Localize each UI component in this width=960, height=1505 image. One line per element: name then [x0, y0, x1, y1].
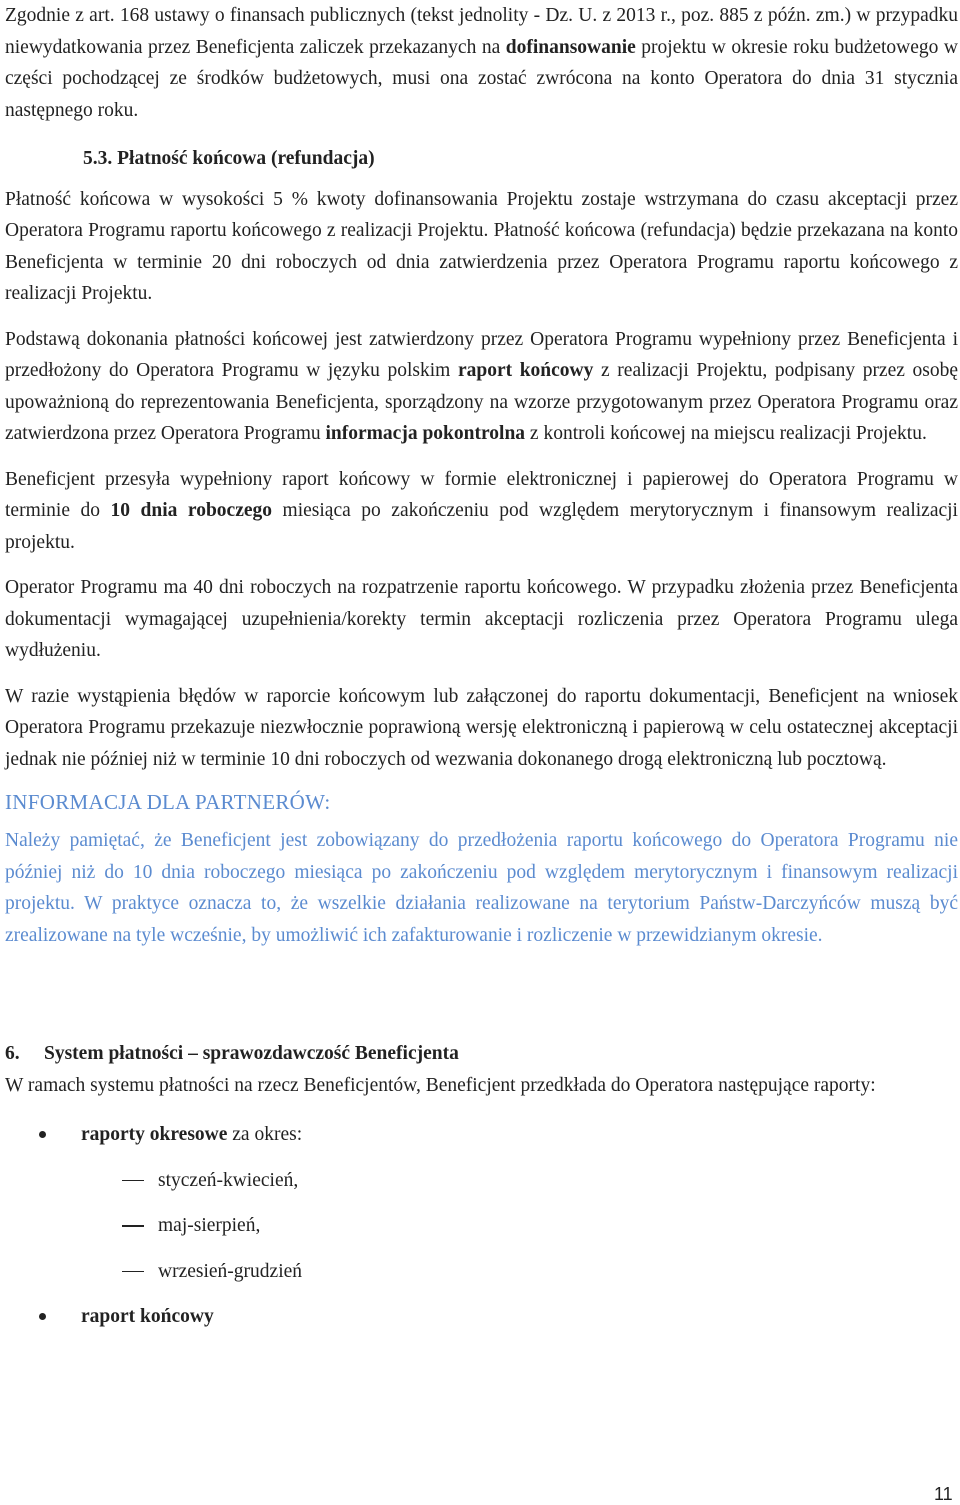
list-item-final-report: [5, 1301, 958, 1333]
page-number: 11: [934, 1484, 953, 1504]
period-label: maj-sierpień,: [158, 1215, 261, 1236]
period-item: [5, 1256, 958, 1288]
p2-bold-informacja: informacja pokontrolna: [325, 423, 526, 444]
p2-text-c: z kontroli końcowej na miejscu realizacji Projektu.: [525, 423, 927, 444]
section-6-intro: W ramach systemu płatności na rzecz Beneficjentów, Beneficjent przedkłada do Operatora następujące raporty:: [5, 1074, 876, 1096]
document-page: [5, 0, 958, 1333]
bullet-icon: [39, 1313, 46, 1320]
section-5-3-paragraph-1: Płatność końcowa w wysokości 5 % kwoty dofinansowania Projektu zostaje wstrzymana do czasu akceptacji przez Operatora Programu raportu końcowego z realizacji Projektu. Płatność końcowa (refundacja) będzie przekazana na konto Beneficjenta w terminie 20 dni roboczych od dnia zatwierdzenia przez Operatora Programu raportu końcowego z realizacji Projektu.: [5, 188, 958, 304]
section-5-3-paragraph-3: [5, 464, 958, 559]
period-list: [5, 1165, 958, 1288]
section-5-3-paragraph-4: Operator Programu ma 40 dni roboczych na rozpatrzenie raportu końcowego. W przypadku złożenia przez Beneficjenta dokumentacji wymagającej uzupełnienia/korekty termin akceptacji rozliczenia przez Operatora Programu ulega wydłużeniu.: [5, 577, 958, 661]
section-5-3-heading: 5.3. Płatność końcowa (refundacja): [83, 148, 375, 169]
dash-icon: [122, 1180, 144, 1182]
period-item: [5, 1210, 958, 1242]
p3-text-b: miesiąca po zakończeniu pod względem merytorycznym i finansowym realizacji projektu.: [5, 500, 958, 553]
p2-text-b: z realizacji Projektu, podpisany przez osobę upoważnioną do reprezentowania Beneficjenta, sporządzony na wzorze przygotowanym przez Operatora Programu oraz zatwierdzona przez Operatora Programu: [5, 360, 959, 444]
p3-text-a: Beneficjent przesyła wypełniony raport końcowy w formie elektronicznej i papierowej do Operatora Programu w terminie do: [5, 468, 958, 521]
report-list: [5, 1119, 958, 1151]
periodic-reports-rest: za okres:: [227, 1124, 303, 1145]
p2-text-a: Podstawą dokonania płatności końcowej jest zatwierdzony przez Operatora Programu wypełniony przez Beneficjenta i przedłożony do Operatora Programu w języku polskim: [5, 328, 958, 381]
p3-bold-deadline: 10 dnia roboczego: [110, 500, 273, 521]
section-6-title: System płatności – sprawozdawczość Beneficjenta: [44, 1043, 459, 1064]
period-label: styczeń-kwiecień,: [158, 1169, 299, 1191]
period-label: wrzesień-grudzień: [158, 1260, 303, 1282]
list-item-periodic-reports: [5, 1119, 958, 1151]
dash-icon: [122, 1271, 144, 1273]
period-item: [5, 1165, 958, 1197]
intro-bold: dofinansowanie: [505, 36, 636, 58]
final-report-list: [5, 1301, 958, 1333]
bullet-icon: [39, 1131, 46, 1138]
partners-heading: INFORMACJA DLA PARTNERÓW:: [5, 790, 331, 814]
intro-paragraph: [5, 0, 958, 126]
p2-bold-raport: raport końcowy: [457, 360, 594, 381]
partners-paragraph: Należy pamiętać, że Beneficjent jest zobowiązany do przedłożenia raportu końcowego do Operatora Programu nie później niż do 10 dnia roboczego miesiąca po zakończeniu pod względem merytorycznym i finansowym realizacji projektu. W praktyce oznacza to, że wszelkie działania realizowane na terytorium Państw-Darczyńców muszą być zrealizowane na tyle wcześnie, by umożliwić ich zafakturowanie i rozliczenie w przewidzianym okresie.: [5, 830, 958, 946]
periodic-reports-label: raporty okresowe: [81, 1124, 228, 1145]
dash-icon: [122, 1225, 144, 1227]
intro-text-a: Zgodnie z art. 168 ustawy o finansach publicznych (tekst jednolity - Dz. U. z 2013 r., poz. 885 z późn. zm.) w przypadku niewydatkowania przez Beneficjenta zaliczek przekazanych na: [5, 5, 958, 58]
final-report-label: raport końcowy: [81, 1306, 214, 1327]
section-5-3-paragraph-2: [5, 324, 958, 450]
section-6-number: 6.: [5, 1043, 20, 1064]
section-5-3-paragraph-5: W razie wystąpienia błędów w raporcie końcowym lub załączonej do raportu dokumentacji, Beneficjent na wniosek Operatora Programu przekazuje niezwłocznie poprawioną wersję elektroniczną i papierową w celu ostatecznej akceptacji jednak nie później niż w terminie 10 dni roboczych od wezwania dokonanego drogą elektroniczną lub pocztową.: [5, 685, 958, 770]
section-6-heading: [5, 1038, 958, 1070]
intro-text-b: projektu w okresie roku budżetowego w części pochodzącej ze środków budżetowych, musi ona zostać zwrócona na konto Operatora do dnia 31 stycznia następnego roku.: [5, 36, 958, 121]
